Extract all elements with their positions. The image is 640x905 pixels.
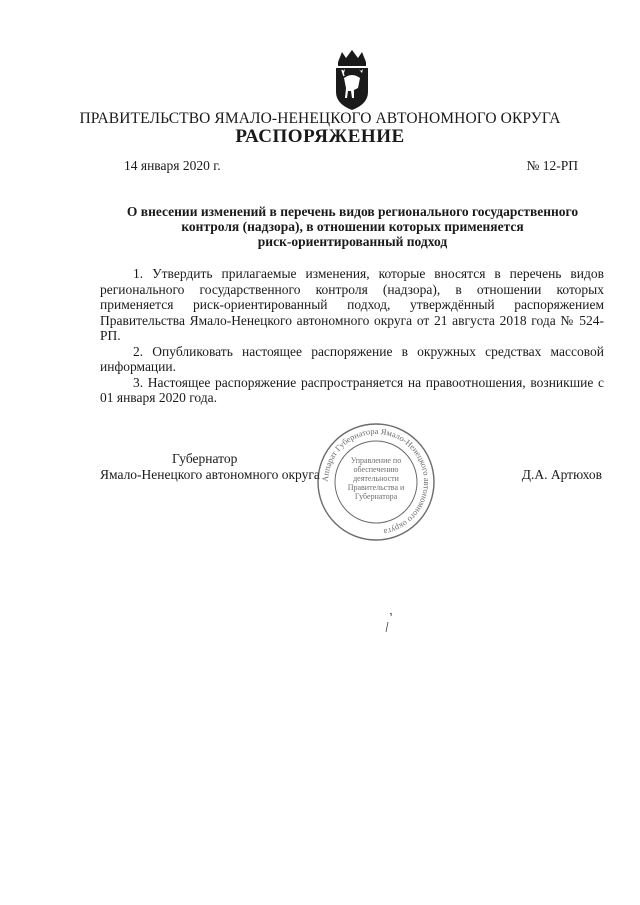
- document-type: РАСПОРЯЖЕНИЕ: [235, 126, 405, 147]
- paragraph-1: 1. Утвердить прилагаемые изменения, которые вносятся в перечень видов регионального государственного контроля (надзора), в отношении которых применяется риск-ориентированный подход, утверждённый распоряжением Правительства Ямало-Ненецкого автономного округа от 21 августа 2018 года № 524-РП.: [100, 266, 604, 343]
- stamp-center-text: Управление по обеспечению деятельности Правительства и Губернатора: [347, 456, 405, 501]
- stamp-ring-text: Аппарат Губернатора Ямало-Ненецкого автономного округа: [319, 425, 433, 538]
- subject-line-1: О внесении изменений в перечень видов регионального государственного: [126, 204, 579, 219]
- subject-line-3: риск-ориентированный подход: [257, 234, 448, 249]
- signatory-title: Губернатор: [172, 451, 238, 466]
- document-body: [100, 266, 604, 406]
- coat-of-arms-icon: [330, 48, 374, 114]
- signatory-name: Д.А. Артюхов: [521, 467, 602, 482]
- official-stamp: [314, 420, 438, 544]
- pen-mark: [376, 610, 402, 636]
- subject-line-2: контроля (надзора), в отношении которых применяется: [181, 219, 524, 234]
- document-number: № 12-РП: [526, 158, 578, 173]
- document-date: 14 января 2020 г.: [124, 158, 221, 173]
- document-subject: [80, 204, 625, 249]
- paragraph-3: 3. Настоящее распоряжение распространяется на правоотношения, возникшие с 01 января 2020 года.: [100, 374, 604, 405]
- signatory-region: Ямало-Ненецкого автономного округа: [100, 467, 320, 482]
- paragraph-2: 2. Опубликовать настоящее распоряжение в окружных средствах массовой информации.: [100, 343, 604, 374]
- organization-name: ПРАВИТЕЛЬСТВО ЯМАЛО-НЕНЕЦКОГО АВТОНОМНОГО ОКРУГА: [79, 110, 561, 127]
